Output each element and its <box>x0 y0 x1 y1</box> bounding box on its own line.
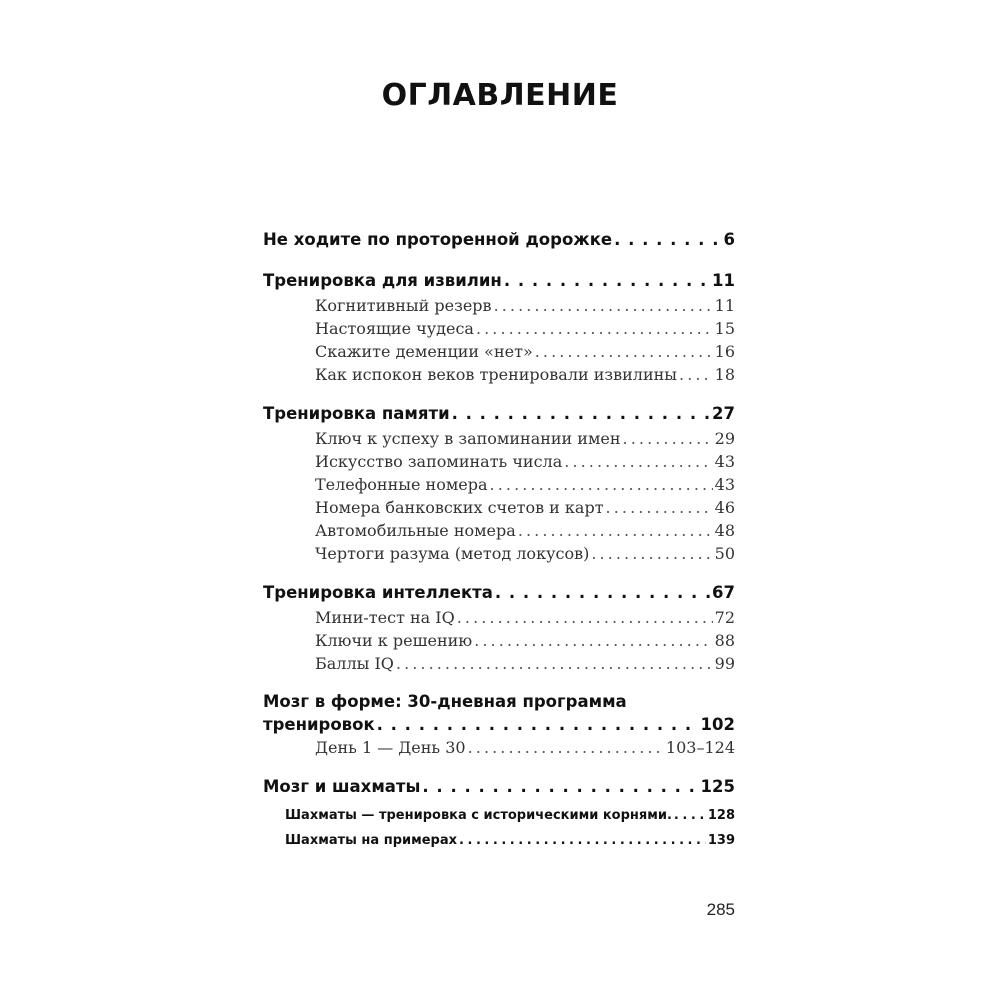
entry-page: 125 <box>700 777 735 796</box>
entry-page: 50 <box>714 544 735 563</box>
dot-leader <box>518 519 713 542</box>
dot-leader <box>468 736 664 759</box>
entry-title: Когнитивный резерв <box>315 296 492 315</box>
entry-title: Ключ к успеху в запоминании имен <box>315 429 621 448</box>
entry-page: 99 <box>714 654 735 673</box>
dot-leader <box>679 363 713 386</box>
entry-title: Автомобильные номера <box>315 521 516 540</box>
entry-title: Чертоги разума (метод локусов) <box>315 544 590 563</box>
entry-page: 88 <box>714 631 735 650</box>
entry-title: Шахматы — тренировка с историческими корнями. <box>285 808 672 823</box>
entry-title: Баллы IQ <box>315 654 394 673</box>
entry-title: Шахматы на примерах <box>285 833 458 848</box>
toc-subentry[interactable] <box>263 606 735 629</box>
entry-title: Тренировка для извилин <box>263 271 502 290</box>
entry-page: 15 <box>714 319 735 338</box>
dot-leader <box>564 450 712 473</box>
section-heading[interactable] <box>263 713 735 736</box>
entry-title: Как испокон веков тренировали извилины <box>315 365 678 384</box>
entry-page: 72 <box>714 608 735 627</box>
entry-page: 27 <box>712 404 735 423</box>
entry-page: 139 <box>707 833 735 848</box>
dot-leader <box>494 294 713 317</box>
entry-title: Мини-тест на IQ <box>315 608 455 627</box>
toc-section <box>263 401 735 565</box>
entry-title: Не ходите по проторенной дорожке <box>263 230 613 249</box>
section-heading[interactable] <box>263 401 735 427</box>
entry-page: 46 <box>714 498 735 517</box>
toc-subentry[interactable] <box>263 803 735 828</box>
entry-title: Телефонные номера <box>315 475 488 494</box>
toc-section <box>263 690 735 759</box>
entry-title: тренировок <box>263 715 375 734</box>
entry-title: Ключи к решению <box>315 631 473 650</box>
dot-leader <box>452 401 710 427</box>
entry-page: 11 <box>714 296 735 315</box>
toc-subentry[interactable] <box>263 828 735 853</box>
dot-leader <box>490 473 713 496</box>
dot-leader <box>476 317 713 340</box>
toc-section <box>263 774 735 853</box>
dot-leader <box>504 268 710 294</box>
page-number: 285 <box>706 900 735 919</box>
entry-title: Номера банковских счетов и карт <box>315 498 604 517</box>
toc-subentry[interactable] <box>263 629 735 652</box>
dot-leader <box>495 580 710 606</box>
dot-leader <box>614 227 721 253</box>
toc-subentry[interactable] <box>263 496 735 519</box>
section-title-line: Мозг в форме: 30-дневная программа <box>263 692 627 711</box>
entry-title: День 1 — День 30 <box>315 738 466 757</box>
dot-leader <box>457 606 713 629</box>
entry-page: 102 <box>700 715 735 734</box>
entry-title: Тренировка памяти <box>263 404 450 423</box>
dot-leader <box>591 542 712 565</box>
entry-page: 11 <box>712 271 735 290</box>
section-heading[interactable] <box>263 227 735 253</box>
toc-subentry[interactable] <box>263 736 735 759</box>
dot-leader <box>674 803 706 828</box>
toc-subentry[interactable] <box>263 542 735 565</box>
dot-leader <box>422 774 698 800</box>
toc-section <box>263 268 735 386</box>
dot-leader <box>623 427 713 450</box>
section-heading[interactable] <box>263 268 735 294</box>
entry-page: 48 <box>714 521 735 540</box>
entry-page: 103–124 <box>665 738 735 757</box>
entry-page: 43 <box>714 452 735 471</box>
dot-leader <box>474 629 712 652</box>
dot-leader <box>459 828 706 853</box>
toc-section <box>263 580 735 675</box>
dot-leader <box>396 652 713 675</box>
entry-title: Мозг и шахматы <box>263 777 421 796</box>
toc-subentry[interactable] <box>263 363 735 386</box>
entry-title: Тренировка интеллекта <box>263 583 493 602</box>
entry-page: 29 <box>714 429 735 448</box>
dot-leader <box>377 713 699 736</box>
toc-subentry[interactable] <box>263 427 735 450</box>
toc-subentry[interactable] <box>263 317 735 340</box>
section-heading[interactable] <box>263 580 735 606</box>
entry-page: 43 <box>714 475 735 494</box>
toc-subentry[interactable] <box>263 652 735 675</box>
dot-leader <box>535 340 713 363</box>
toc-section <box>263 227 735 253</box>
toc-subentry[interactable] <box>263 340 735 363</box>
entry-title: Настоящие чудеса <box>315 319 474 338</box>
toc-subentry[interactable] <box>263 473 735 496</box>
entry-page: 67 <box>712 583 735 602</box>
entry-page: 16 <box>714 342 735 361</box>
entry-page: 18 <box>714 365 735 384</box>
table-of-contents <box>263 227 735 868</box>
entry-title: Искусство запоминать числа <box>315 452 563 471</box>
entry-title: Скажите деменции «нет» <box>315 342 533 361</box>
dot-leader <box>606 496 713 519</box>
toc-subentry[interactable] <box>263 294 735 317</box>
toc-subentry[interactable] <box>263 450 735 473</box>
page-title: ОГЛАВЛЕНИЕ <box>381 78 619 113</box>
entry-page: 6 <box>723 230 735 249</box>
toc-subentry[interactable] <box>263 519 735 542</box>
entry-page: 128 <box>707 808 735 823</box>
section-heading[interactable] <box>263 774 735 800</box>
